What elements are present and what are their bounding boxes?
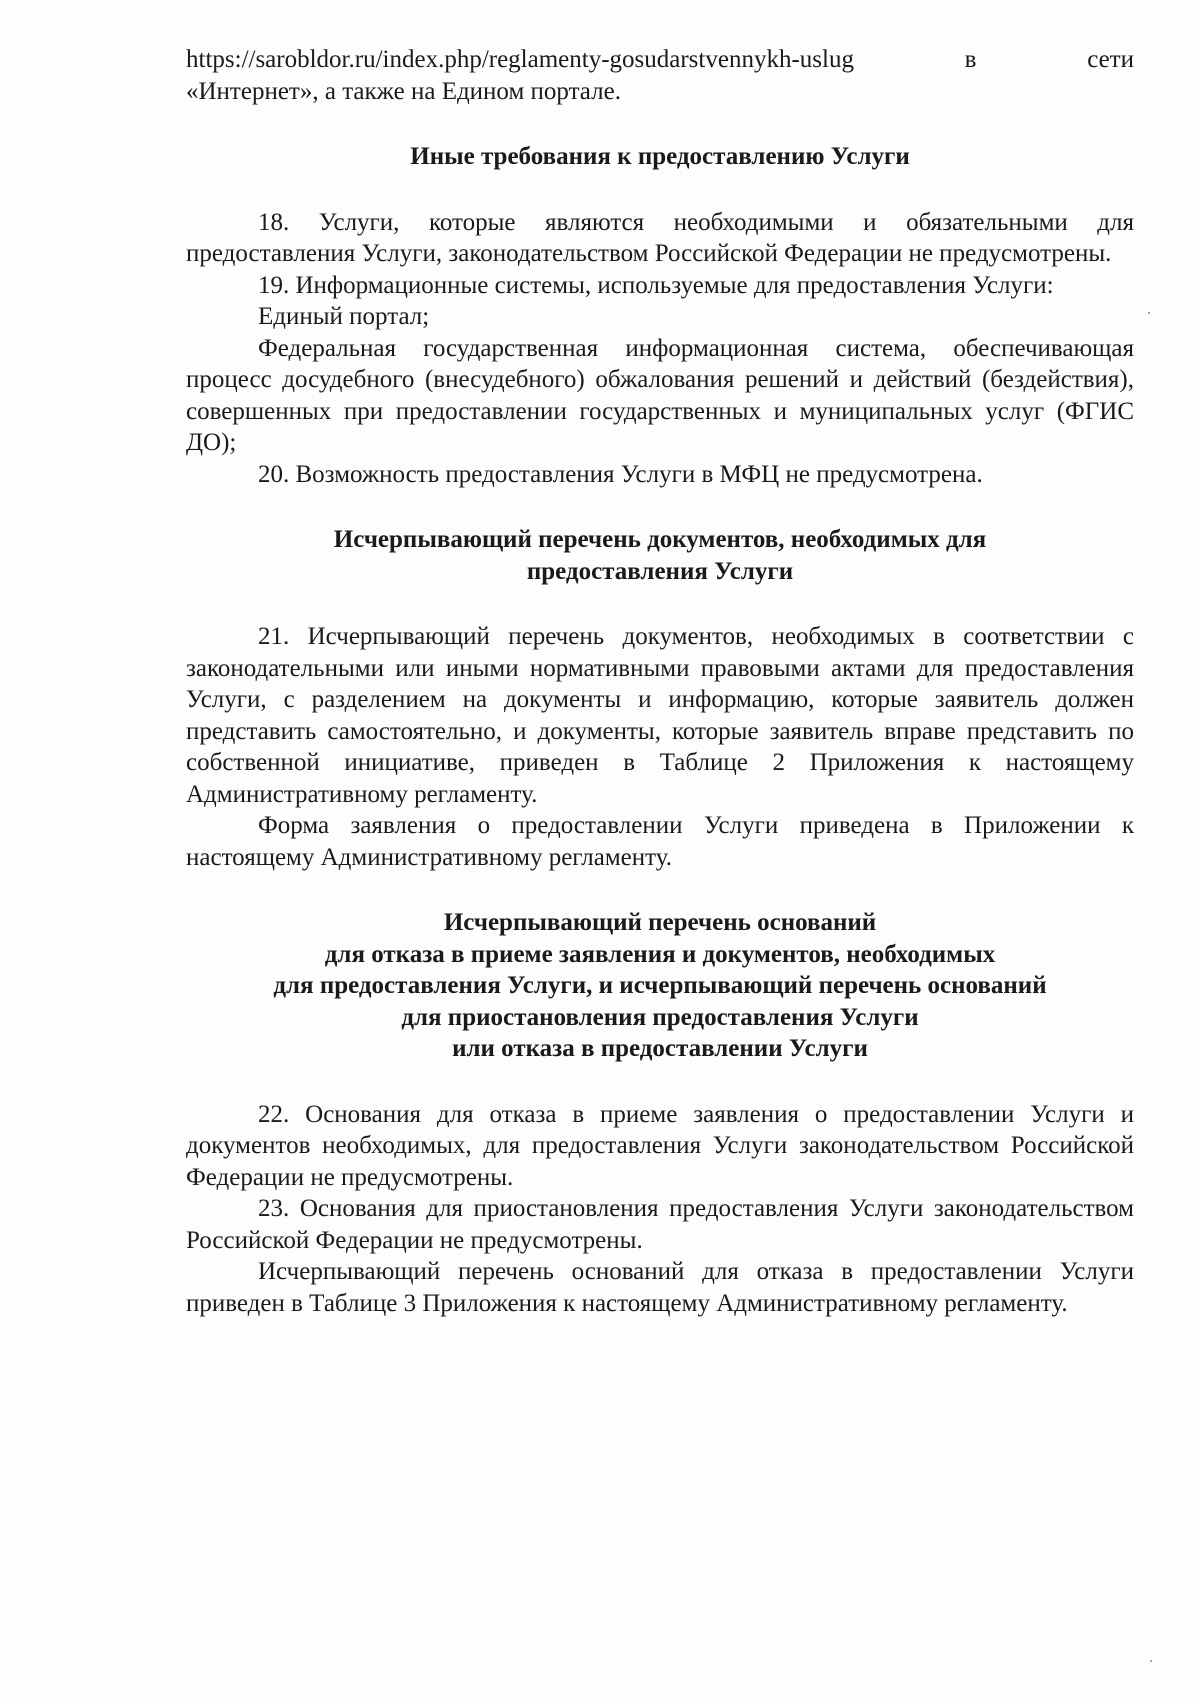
heading-line: Исчерпывающий перечень документов, необходимых для	[333, 526, 987, 553]
scan-speck	[1148, 312, 1150, 314]
paragraph-19: 19. Информационные системы, используемые для предоставления Услуги:	[258, 271, 1054, 299]
intro-line-2: «Интернет», а также на Едином портале.	[186, 77, 621, 105]
intro-url-line	[186, 44, 1134, 76]
list-item-fgis-do: Федеральная государственная информационная система, обеспечивающая процесс досудебного (внесудебного) обжалования решений и действий (бездействия), совершенных при предоставлении государственных и муниципальных услуг (ФГИС ДО);	[186, 334, 1134, 456]
section-heading-refusal-grounds	[186, 907, 1134, 1065]
paragraph-20: 20. Возможность предоставления Услуги в МФЦ не предусмотрена.	[258, 460, 983, 488]
paragraph-21-form: Форма заявления о предоставлении Услуги приведена в Приложении к настоящему Административному регламенту.	[186, 812, 1134, 871]
heading-line: для приостановления предоставления Услуги	[401, 1003, 919, 1031]
portal-url: https://sarobldor.ru/index.php/reglamenty-gosudarstvennykh-uslug	[186, 46, 854, 73]
word-v: в	[964, 46, 977, 73]
scan-speck	[1150, 1660, 1152, 1662]
heading-line: предоставления Услуги	[526, 557, 794, 585]
paragraph-23: 23. Основания для приостановления предоставления Услуги законодательством Российской Федерации не предусмотрены.	[186, 1195, 1134, 1254]
section-heading-other-requirements: Иные требования к предоставлению Услуги	[410, 143, 910, 170]
list-item-single-portal: Единый портал;	[258, 303, 430, 330]
heading-line: для предоставления Услуги, и исчерпывающий перечень оснований	[273, 972, 1047, 999]
heading-line: для отказа в приеме заявления и документов, необходимых	[324, 940, 996, 968]
paragraph-23-refusal: Исчерпывающий перечень оснований для отказа в предоставлении Услуги приведен в Таблице 3 Приложения к настоящему Административному регламенту.	[186, 1258, 1134, 1317]
heading-line: или отказа в предоставлении Услуги	[452, 1035, 868, 1062]
paragraph-18: 18. Услуги, которые являются необходимыми и обязательными для предоставления Услуги, законодательством Российской Федерации не предусмотрены.	[186, 208, 1134, 267]
section-heading-documents-list	[186, 524, 1134, 587]
document-body	[186, 44, 1134, 1319]
paragraph-22: 22. Основания для отказа в приеме заявления о предоставлении Услуги и документов необходимых, для предоставления Услуги законодательством Российской Федерации не предусмотрены.	[186, 1100, 1134, 1191]
heading-line: Исчерпывающий перечень оснований	[443, 909, 877, 936]
paragraph-21: 21. Исчерпывающий перечень документов, необходимых в соответствии с законодательными или иными нормативными правовыми актами для предоставления Услуги, с разделением на документы и информацию, которые заявитель должен представить самостоятельно, и документы, которые заявитель вправе представить по собственной инициативе, приведен в Таблице 2 Приложения к настоящему Административному регламенту.	[186, 623, 1134, 808]
word-seti: сети	[1087, 46, 1134, 73]
